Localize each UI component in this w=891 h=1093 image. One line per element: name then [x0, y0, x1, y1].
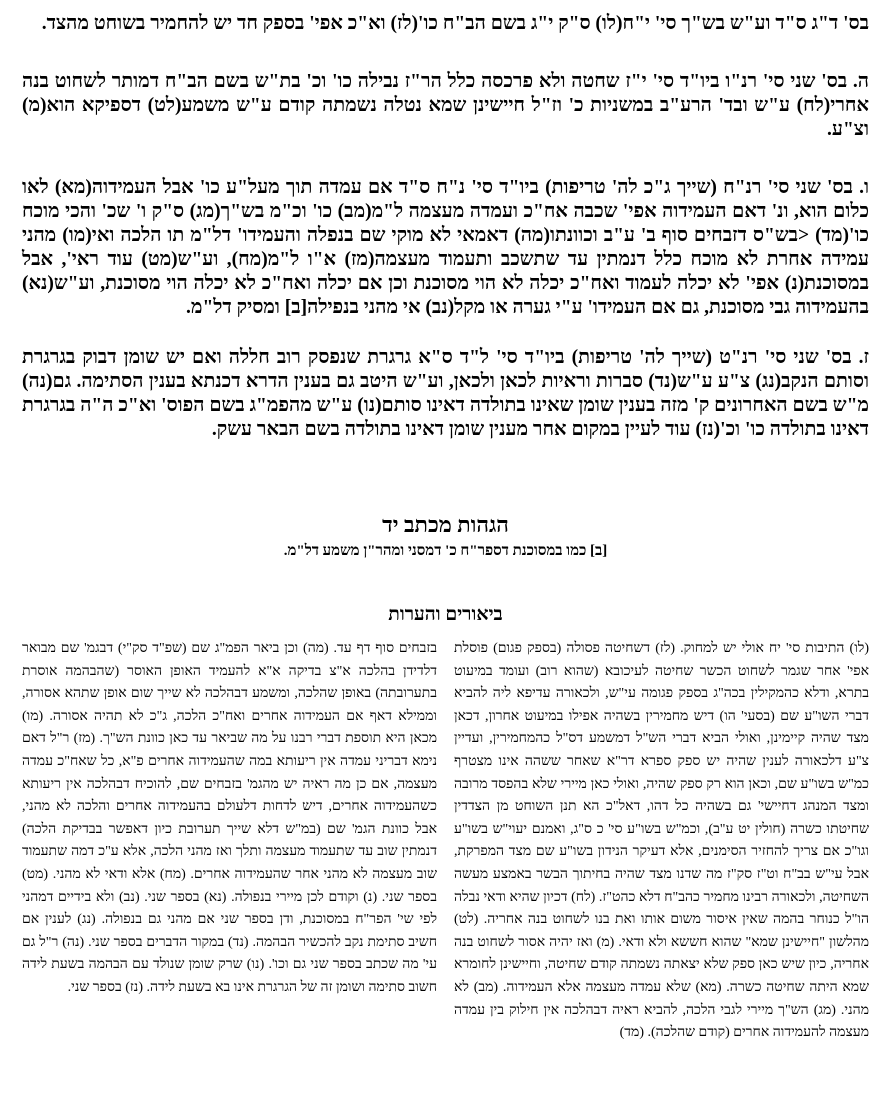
- glosses-note: [ב] כמו במסוכנת דספר"ח כ' דמסני ומהר"ן משמע דל"מ.: [283, 543, 608, 559]
- notes-left-column: בזבחים סוף דף עד. (מה) וכן ביאר הפמ"ג שם (שפ"ד סק"י) דבגמ' שם מבואר דלדידן בהלכה א"צ בדיקה א"א להעמיד האופן האוסר (שהבהמה אוסרת בתערובתה) באופן שהלכה, ומשמע דבהלכה לא שייך שום אופן שתהא אסורה, וממילא דאף אם העמידוה אחרים ואח"כ הלכה, ג"כ לא תהיה אסורה. (מו) מכאן היא תוספת דברי רבנו על מה שביאר עד כאן כוונת הש"ך. (מז) ר"ל דאם נימא דבריני עמדה אין ריעותא במה שהעמידוה אחרים פ"א, כל שאח"כ עמדה מעצמה, אם כן מה ראיה יש מהגמ' בזבחים שם, להוכיח דבהלכה אין ריעותא כשהעמידוה אחרים, דיש לדחות דלעולם בהעמידוה אחרים והלכה לא מהני, אבל כוונת הגמ' שם (במ"ש דלא שייך תערובת כיון דאפשר בבדיקת הלכה) דנמתין שוב עד שתעמוד מעצמה ותלך ואז מהני הלכה, אלא ע"כ דמה שתעמוד שוב מעצמה לא מהני אחר שהעמידוה אחרים. (מח) אלא ודאי לא מהני. (מט) בספר שני. (נ) וקודם לכן מיירי בנפולה. (נא) בספר שני. (נב) ולא בידיים דמהני לפי שי' הפר"ח במסוכנת, ודן בספר שני אם מהני גם בנפולה. (נג) לענין אם חשיב סתימת נקב להכשיר הבהמה. (נד) במקור הדברים בספר שני. (נה) ר"ל גם עי' מה שכתב בספר שני גם וכו'. (נו) שרק שומן שנולד עם הבהמה בשעת לידה חשוב סתימה ושומן זה של הגרגרת אינו בא בשעת לידה. (נז) בספר שני.: [22, 641, 437, 995]
- section-he-paragraph: ה. בס' שני סי' רנ"ו ביו"ד סי' י"ז שחטה ולא פרכסה כלל הר"ז נבילה כו' וכ' בת"ש בשם הב"ח דמותר לשחוט בנה אחרי(לח) ע"ש ובד' הרע"ב במשניות כ' וז"ל חיישינן שמא נטלה נשמתה קודם ע"ש משמע(לט) דספיקא הוא(מ) וצ"ע.: [22, 71, 869, 140]
- glosses-title: הגהות מכתב יד: [382, 512, 509, 537]
- intro-paragraph: בס' ד"ג ס"ד וע"ש בש"ך סי' י"ח(לו) ס"ק י"ג בשם הב"ח כו'(לז) וא"כ אפי' בספק חד יש להחמיר בשוחט מהצד.: [41, 13, 869, 34]
- section-vav-paragraph: ו. בס' שני סי' רנ"ח (שייך ג"כ לה' טריפות) ביו"ד סי' נ"ח ס"ד אם עמדה תוך מעל"ע כו' אבל העמידוה(מא) לאו כלום הוא, ונ' דאם העמידוה אפי' שכבה אח"כ ועמדה מעצמה ל"מ(מב) כו' וכ"מ בש"ך(מג) ס"ק ו' שכ' והכי מוכח כו'(מד) <בש"ס דזבחים סוף ב' ע"ב וכוונתו(מה) דאמאי לא מוקי שם בנפלה והעמידו' דל"מ תו הלכה ואי(מו) מהני עמידה אחרת לא מוכח כלל דנמתין עד שתשכב ותעמוד מעצמה(מז) א"ו ל"מ(מח), וע"ש(מט) עוד ראי', אבל במסוכנת(נ) אפי' לא יכלה לעמוד ואח"כ יכלה לא הוי מסוכנת וכן אם יכלה ואח"כ לא יכלה הוי מסוכנת, וע"ש(נא) בהעמידוה גבי מסוכנת, גם אם העמידו' ע"י גערה או מקל(נב) אי מהני בנפילה[ב] ומסיק דל"מ.: [22, 177, 869, 318]
- notes-right-column: (לו) התיבות סי' יח אולי יש למחוק. (לז) דשחיטה פסולה (בספק פגום) פוסלת אפי' אחר שגמר לשחוט הכשר שחיטה לעיכובא (שהוא רוב) ועומד במיעוט בתרא, ודלא כהמקילין בכה"ג בספק פגומה עי"ש, ולכאורה עדיפא ליה להביא דברי השו"ע שם (בסעי' הו) דיש מחמירין בשהיה אפילו במיעוט אחרון, דכאן מצד שהיה קיימינן, ואולי הביא דברי הש"ל דמשמע דס"ל כהמחמירין, ועדיין צ"ע דלכאורה לענין שהיה יש ספק ספרא דר"א שאחר ששהה אינו מצטרף כמ"ש בשו"ע שם, וכאן הוא רק ספק שהיה, ואולי כאן מיירי שלא בהפסד מרובה ומצד המנהג דחיישי' גם בשהיה כל דהו, דאל"כ הא תנן השוחט מן הצדדין שחיטתו כשרה (חולין יט ע"ב), וכמ"ש בשו"ע סי' כ ס"ג, ואמנם יעוי"ש בשו"ע וגו"כ אם צריך להחזיר הסימנים, אלא דעיקר הנידון בשו"ע שם מצד המפרקת, אבל עי"ש בב"ח וט"ז סק"ז מה שדנו מצד שהיה בחיתוך הבשר באמצע מעשה השחיטה, ולכאורה רבינו מחמיר כהב"ח דלא כהט"ז. (לח) דכיון שהיא ודאי נבלה הו"ל כנוחר בהמה שאין איסור משום אותו ואת בנו לשחוט בנה אחריה. (לט) מהלשון "חיישינן שמא" שהוא חששא ולא ודאי. (מ) ואז יהיה אסור לשחוט בנה אחריה, כיון שיש כאן ספק שלא יצאתה נשמתה קודם שחיטה, וחיישינן לחומרא שמא היתה שחיטה כשרה. (מא) שלא עמדה מעצמה אלא העמידוה. (מב) לא מהני. (מג) הש"ך מיירי לגבי הלכה, להביא ראיה דבהלכה אין חילוק בין עמדה מעצמה להעמידוה אחרים (קודם שהלכה). (מד): [454, 641, 869, 1041]
- section-zayin-paragraph: ז. בס' שני סי' רנ"ט (שייך לה' טריפות) ביו"ד סי' ל"ד ס"א גרגרת שנפסק רוב חללה ואם יש שומן דבוק בגרגרת וסותם הנקב(נג) צ"ע ע"ש(נד) סברות וראיות לכאן ולכאן, וע"ש היטב גם בענין הדרא דכנתא בענין הסתימה. גם(נה) מ"ש בשם האחרונים ק' מזה בענין שומן שאינו בתולדה דאינו סותם(נו) ע"ש מהפמ"ג בשם הפוס' וא"כ ה"ה בגרגרת דאינו בתולדה כו' וכ'(נז) עוד לעיין במקום אחר מענין שומן דאינו בתולדה בשם הבאר עשק.: [22, 347, 869, 440]
- notes-title: ביאורים והערות: [388, 604, 503, 625]
